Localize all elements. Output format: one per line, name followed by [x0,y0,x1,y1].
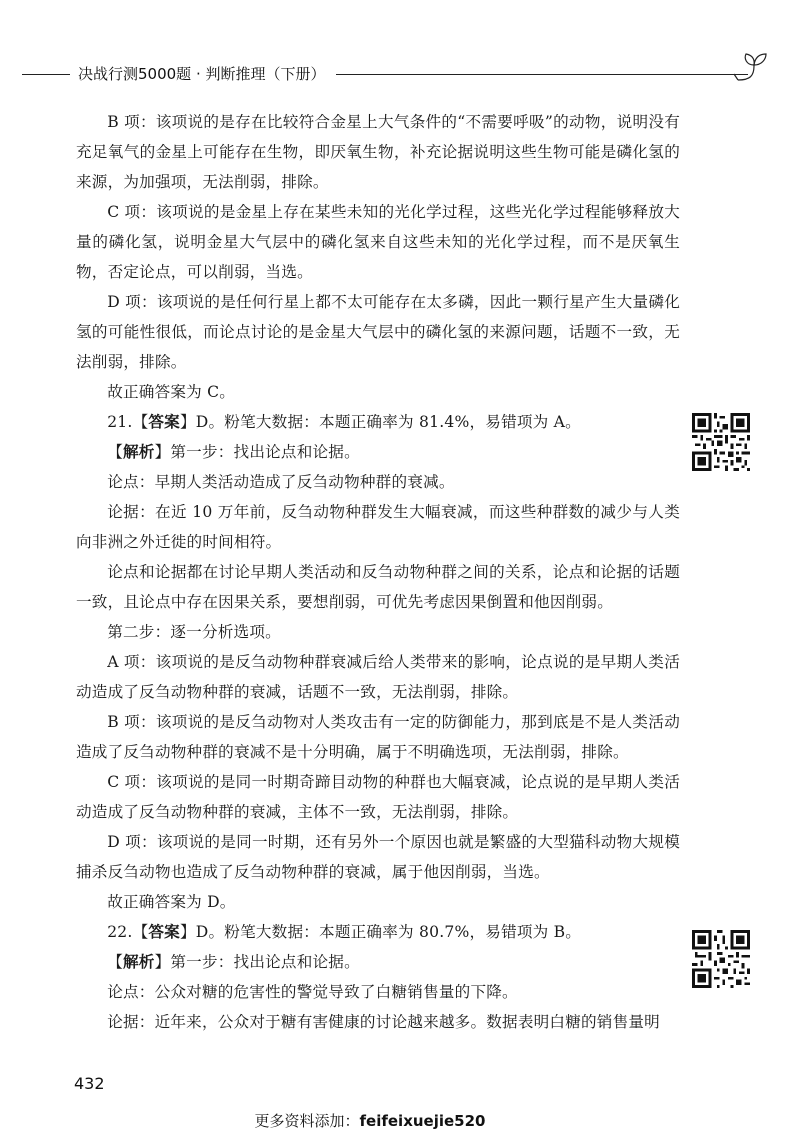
footer-handle: feifeixuejie520 [359,1112,486,1130]
q21-paragraph: A 项：该项说的是反刍动物种群衰减后给人类带来的影响，论点说的是早期人类活动造成了反刍动物种群的衰减，话题不一致，无法削弱，排除。 [76,653,680,701]
qr-code-icon[interactable] [692,413,750,471]
paragraph-conclusion: 故正确答案为 C。 [107,383,236,401]
q22-analysis-text: 】第一步：找出论点和论据。 [154,953,360,971]
q22-analysis-prefix: 【 [107,953,123,971]
sprout-icon [732,48,776,84]
q21-paragraph: 第二步：逐一分析选项。 [107,623,281,641]
footer-note [0,1110,740,1131]
paragraph-option-b: B 项：该项说的是存在比较符合金星上大气条件的“不需要呼吸”的动物，说明没有充足氧气的金星上可能存在生物，即厌氧生物，补充论据说明这些生物可能是磷化氢的来源，为加强项，无法削弱，排除。 [76,113,680,191]
q21-answer-text: 】D。粉笔大数据：本题正确率为 81.4%，易错项为 A。 [179,413,581,431]
q21-paragraph: 故正确答案为 D。 [107,893,236,911]
q21-paragraph: 论据：在近 10 万年前，反刍动物种群发生大幅衰减，而这些种群数的减少与人类向非洲之外迁徙的时间相符。 [76,503,680,551]
q22-answer-prefix: 22.【 [107,923,149,941]
q22-analysis-tag: 解析 [122,952,155,971]
q21-paragraph: 论点和论据都在讨论早期人类活动和反刍动物种群之间的关系，论点和论据的话题一致，且论点中存在因果关系，要想削弱，可优先考虑因果倒置和他因削弱。 [76,563,680,611]
q21-analysis-heading [76,437,680,467]
header-rule-left [22,74,70,75]
footer-label: 更多资料添加： [254,1112,360,1130]
q21-answer [76,407,680,437]
paragraph-option-c: C 项：该项说的是金星上存在某些未知的光化学过程，这些光化学过程能够释放大量的磷化氢，说明金星大气层中的磷化氢来自这些未知的光化学过程，而不是厌氧生物，否定论点，可以削弱，当选。 [76,203,680,281]
q21-paragraph: D 项：该项说的是同一时期，还有另外一个原因也就是繁盛的大型猫科动物大规模捕杀反刍动物也造成了反刍动物种群的衰减，属于他因削弱，当选。 [76,833,680,881]
page-number: 432 [74,1074,105,1093]
q22-paragraph: 论点：公众对糖的危害性的警觉导致了白糖销售量的下降。 [107,983,518,1001]
q22-answer-tag: 答案 [148,922,180,941]
page-body [76,107,680,1037]
book-title: 决战行测5000题 · 判断推理（下册） [78,65,326,83]
q21-analysis-prefix: 【 [107,443,123,461]
q22-answer-text: 】D。粉笔大数据：本题正确率为 80.7%，易错项为 B。 [179,923,582,941]
qr-code-icon[interactable] [692,930,750,988]
q22-paragraph: 论据：近年来，公众对于糖有害健康的讨论越来越多。数据表明白糖的销售量明 [107,1013,660,1031]
q21-paragraph: 论点：早期人类活动造成了反刍动物种群的衰减。 [107,473,455,491]
q21-paragraph: C 项：该项说的是同一时期奇蹄目动物的种群也大幅衰减，论点说的是早期人类活动造成了反刍动物种群的衰减，主体不一致，无法削弱，排除。 [76,773,680,821]
q21-analysis-tag: 解析 [122,442,155,461]
q21-paragraph: B 项：该项说的是反刍动物对人类攻击有一定的防御能力，那到底是不是人类活动造成了反刍动物种群的衰减不是十分明确，属于不明确选项，无法削弱，排除。 [76,713,680,761]
q22-analysis-heading [76,947,680,977]
q21-answer-prefix: 21.【 [107,413,149,431]
q21-analysis-text: 】第一步：找出论点和论据。 [154,443,360,461]
header-rule-right [336,74,748,75]
q21-answer-tag: 答案 [148,412,180,431]
q22-answer [76,917,680,947]
running-header [10,60,780,92]
paragraph-option-d: D 项：该项说的是任何行星上都不太可能存在太多磷，因此一颗行星产生大量磷化氢的可能性很低，而论点讨论的是金星大气层中的磷化氢的来源问题，话题不一致，无法削弱，排除。 [76,293,680,371]
